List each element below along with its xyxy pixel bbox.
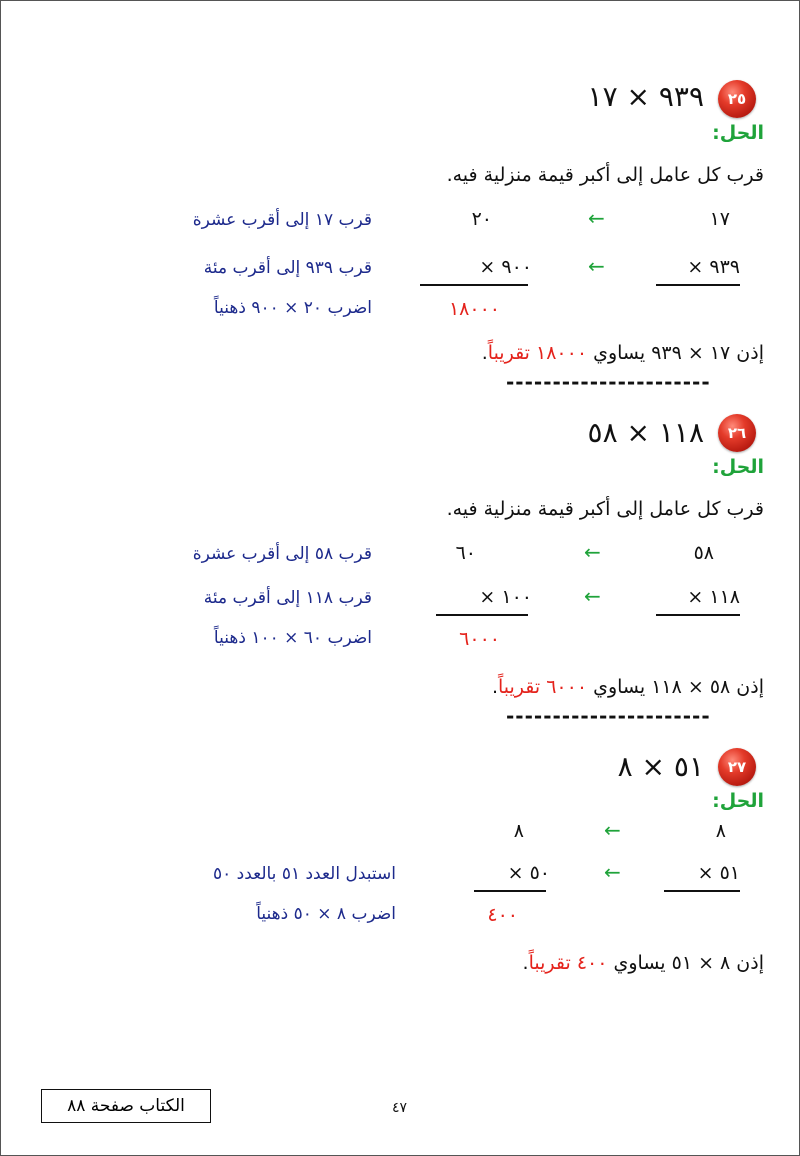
- instruction-text: قرب كل عامل إلى أكبر قيمة منزلية فيه.: [446, 164, 764, 186]
- solution-label: الحل:: [712, 790, 764, 812]
- rounded-factor: ٩٠٠ ×: [479, 256, 532, 278]
- problem-number-badge: [718, 748, 756, 786]
- conclusion-text: إذن ١٧ × ٩٣٩ يساوي: [593, 342, 764, 364]
- original-factor: ١٧: [709, 208, 730, 230]
- original-factor: ٩٣٩ ×: [687, 256, 740, 278]
- step-note: قرب ١١٨ إلى أقرب مئة: [203, 588, 372, 608]
- original-factor: ٥١ ×: [697, 862, 740, 884]
- problem-expression: ١١٨ × ٥٨: [587, 416, 704, 449]
- solution-label: الحل:: [712, 456, 764, 478]
- problem-number: ٢٥: [727, 90, 747, 108]
- underline: [664, 890, 740, 892]
- book-page-text: الكتاب صفحة ٨٨: [67, 1096, 185, 1116]
- original-factor: ١١٨ ×: [687, 586, 740, 608]
- conclusion-end: .: [522, 952, 529, 974]
- left-arrow-icon: ←: [604, 860, 621, 884]
- conclusion: [523, 952, 764, 974]
- approx-result: ٤٠٠: [487, 904, 518, 926]
- result-note: اضرب ٦٠ × ١٠٠ ذهنياً: [213, 628, 372, 648]
- separator: ----------------------: [506, 370, 711, 394]
- conclusion-value: ٤٠٠ تقريباً: [528, 952, 608, 974]
- result-note: اضرب ٢٠ × ٩٠٠ ذهنياً: [213, 298, 372, 318]
- rounded-factor: ٦٠: [455, 542, 476, 564]
- instruction-text: قرب كل عامل إلى أكبر قيمة منزلية فيه.: [446, 498, 764, 520]
- step-note: قرب ٩٣٩ إلى أقرب مئة: [203, 258, 372, 278]
- conclusion-end: .: [481, 342, 488, 364]
- step-note: قرب ١٧ إلى أقرب عشرة: [192, 210, 372, 230]
- left-arrow-icon: ←: [584, 584, 601, 608]
- solution-label: الحل:: [712, 122, 764, 144]
- underline: [656, 284, 740, 286]
- problem-number-badge: [718, 80, 756, 118]
- rounded-factor: ٥٠ ×: [507, 862, 550, 884]
- rounded-factor: ١٠٠ ×: [479, 586, 532, 608]
- conclusion-end: .: [491, 676, 498, 698]
- problem-number: ٢٧: [727, 758, 747, 776]
- step-note: استبدل العدد ٥١ بالعدد ٥٠: [212, 864, 396, 884]
- left-arrow-icon: ←: [588, 254, 605, 278]
- approx-result: ١٨٠٠٠: [448, 298, 500, 320]
- rounded-factor: ٢٠: [471, 208, 492, 230]
- original-factor: ٨: [715, 820, 726, 842]
- conclusion-value: ١٨٠٠٠ تقريباً: [487, 342, 588, 364]
- underline: [420, 284, 528, 286]
- underline: [436, 614, 528, 616]
- left-arrow-icon: ←: [588, 206, 605, 230]
- approx-result: ٦٠٠٠: [459, 628, 500, 650]
- conclusion: [482, 342, 764, 364]
- page-number: ٤٧: [392, 1100, 408, 1116]
- underline: [474, 890, 546, 892]
- conclusion-text: إذن ٨ × ٥١ يساوي: [613, 952, 764, 974]
- problem-expression: ٩٣٩ × ١٧: [587, 80, 704, 113]
- result-note: اضرب ٨ × ٥٠ ذهنياً: [256, 904, 396, 924]
- problem-number-badge: [718, 414, 756, 452]
- separator: ----------------------: [506, 704, 711, 728]
- conclusion-value: ٦٠٠٠ تقريباً: [497, 676, 588, 698]
- conclusion: [492, 676, 764, 698]
- original-factor: ٥٨: [693, 542, 714, 564]
- book-page-reference: [41, 1089, 211, 1123]
- step-note: قرب ٥٨ إلى أقرب عشرة: [192, 544, 372, 564]
- problem-expression: ٥١ × ٨: [617, 750, 704, 783]
- left-arrow-icon: ←: [604, 818, 621, 842]
- rounded-factor: ٨: [513, 820, 524, 842]
- conclusion-text: إذن ٥٨ × ١١٨ يساوي: [593, 676, 764, 698]
- left-arrow-icon: ←: [584, 540, 601, 564]
- underline: [656, 614, 740, 616]
- problem-number: ٢٦: [727, 424, 747, 442]
